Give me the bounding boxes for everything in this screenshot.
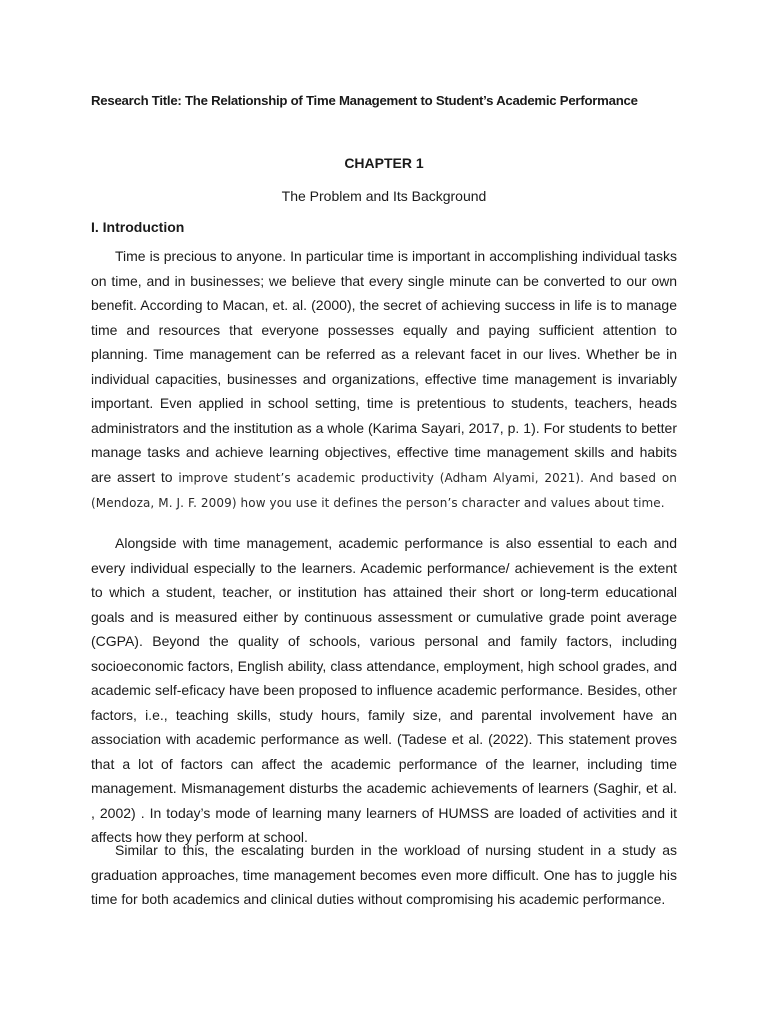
chapter-heading: CHAPTER 1 (344, 155, 424, 171)
paragraph-3: Similar to this, the escalating burden in the workload of nursing student in a study as graduation approaches, time management becomes even more difficult. One has to juggle his time for both academics and clinical duties without compromising his academic performance. (91, 842, 677, 907)
paragraph-1-main-text: Time is precious to anyone. In particular time is important in accomplishing individual tasks on time, and in businesses; we believe that every single minute can be converted to our own benefit. According to Macan, et. al. (2000), the secret of achieving success in life is to manage time and resources that everyone possesses equally and paying sufficient attention to planning. Time management can be referred as a relevant facet in our lives. Whether be in individual capacities, businesses and organizations, effective time management is invariably important. Even applied in school setting, time is pretentious to students, teachers, heads administrators and the institution as a whole (Karima Sayari, 2017, p. 1). For students to better manage tasks and achieve learning objectives, effective time management skills and habits are assert to (91, 248, 677, 485)
section-heading-introduction: I. Introduction (91, 219, 185, 235)
chapter-subtitle: The Problem and Its Background (281, 188, 487, 204)
research-title: Research Title: The Relationship of Time Management to Student’s Academic Performance (91, 93, 638, 108)
paragraph-1-alt-text: improve student’s academic productivity (Adham Alyami, 2021). And based on (Mendoza, M. J. F. 2009) how you use it defines the person’s character and values about time. (91, 470, 677, 510)
paragraph-2: Alongside with time management, academic performance is also essential to each and every individual especially to the learners. Academic performance/ achievement is the extent to which a student, teacher, or institution has attained their short or long-term educational goals and is measured either by continuous assessment or cumulative grade point average (CGPA). Beyond the quality of schools, various personal and family factors, including socioeconomic factors, English ability, class attendance, employment, high school grades, and academic self-eficacy have been proposed to influence academic performance. Besides, other factors, i.e., teaching skills, study hours, family size, and parental involvement have an association with academic performance as well. (Tadese et al. (2022). This statement proves that a lot of factors can affect the academic performance of the learner, including time management. Mismanagement disturbs the academic achievements of learners (Saghir, et al. , 2002) . In today’s mode of learning many learners of HUMSS are loaded of activities and it affects how they perform at school. (91, 535, 677, 845)
paragraph-1 (91, 244, 677, 516)
